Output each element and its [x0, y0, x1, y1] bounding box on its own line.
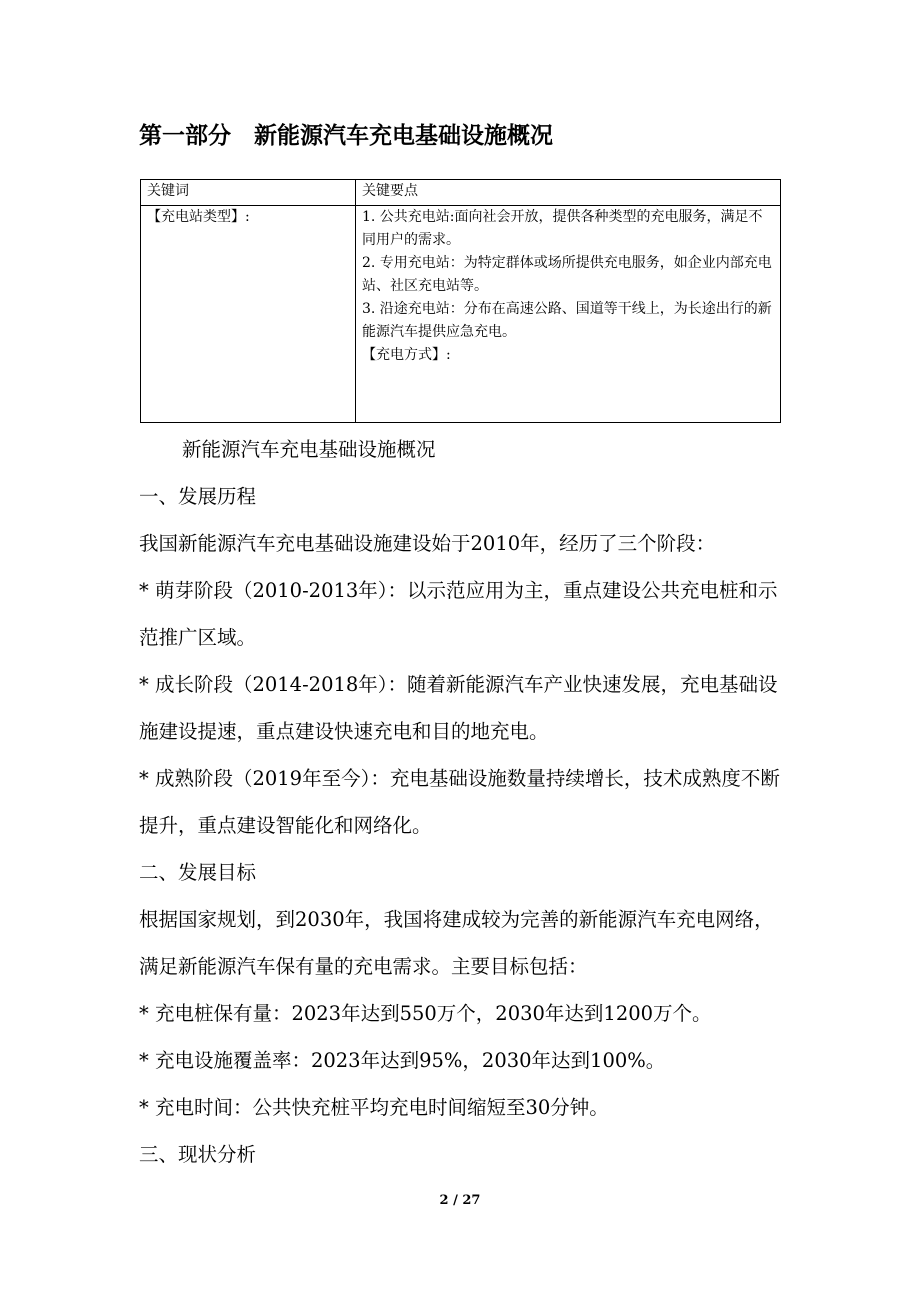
key-point: 【充电方式】: — [362, 347, 451, 363]
paragraph: 我国新能源汽车充电基础设施建设始于2010年，经历了三个阶段： — [139, 532, 716, 555]
bullet-item: * 萌芽阶段（2010-2013年）：以示范应用为主，重点建设公共充电桩和示范推广区域。 — [139, 579, 778, 649]
bullet-item: * 充电时间：公共快充桩平均充电时间缩短至30分钟。 — [139, 1096, 609, 1119]
table-cell-keyword: 【充电站类型】: — [141, 206, 356, 423]
key-point: 2. 专用充电站：为特定群体或场所提供充电服务，如企业内部充电站、社区充电站等。 — [362, 255, 772, 294]
table-cell-points — [356, 206, 781, 423]
table-row — [141, 206, 781, 423]
key-point: 1. 公共充电站:面向社会开放，提供各种类型的充电服务，满足不同用户的需求。 — [362, 209, 763, 248]
section-heading: 三、现状分析 — [139, 1143, 257, 1166]
table-header-row — [141, 180, 781, 206]
bullet-item: * 成熟阶段（2019年至今）：充电基础设施数量持续增长，技术成熟度不断提升，重点建设智能化和网络化。 — [139, 767, 780, 837]
paragraph: 根据国家规划，到2030年，我国将建成较为完善的新能源汽车充电网络，满足新能源汽车保有量的充电需求。主要目标包括： — [139, 908, 774, 978]
body-text — [139, 426, 785, 1178]
bullet-item: * 充电桩保有量：2023年达到550万个，2030年达到1200万个。 — [139, 1002, 712, 1025]
section-heading: 二、发展目标 — [139, 861, 257, 884]
page-number: 2 / 27 — [439, 1193, 481, 1208]
section-heading: 一、发展历程 — [139, 485, 257, 508]
bullet-item: * 充电设施覆盖率：2023年达到95%，2030年达到100%。 — [139, 1049, 666, 1072]
page-title: 第一部分 新能源汽车充电基础设施概况 — [139, 123, 553, 149]
table-header-points: 关键要点 — [356, 180, 781, 206]
key-point: 3. 沿途充电站：分布在高速公路、国道等干线上，为长途出行的新能源汽车提供应急充电。 — [362, 301, 772, 340]
bullet-item: * 成长阶段（2014-2018年）：随着新能源汽车产业快速发展，充电基础设施建设提速，重点建设快速充电和目的地充电。 — [139, 673, 778, 743]
subtitle: 新能源汽车充电基础设施概况 — [182, 438, 436, 461]
keyword-table — [140, 179, 781, 423]
table-header-keyword: 关键词 — [141, 180, 356, 206]
